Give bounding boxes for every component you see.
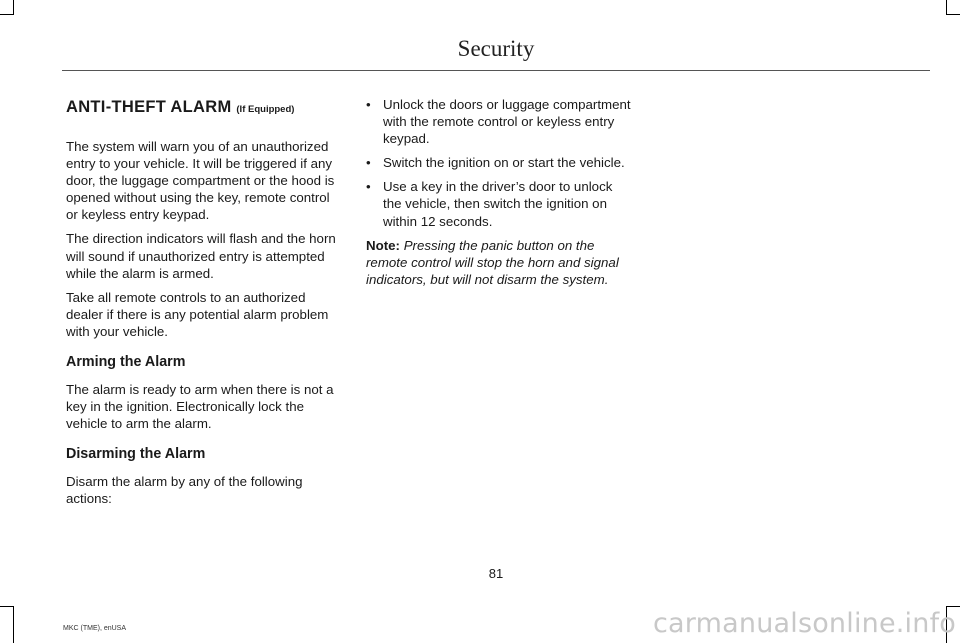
- note-label: Note:: [366, 237, 400, 253]
- arming-heading: Arming the Alarm: [66, 354, 186, 371]
- crop-mark-top-right-v: [946, 0, 947, 14]
- section-heading-text: ANTI-THEFT ALARM: [66, 98, 232, 116]
- bullet-icon: •: [366, 179, 371, 195]
- right-column: [366, 96, 634, 295]
- page-number: 81: [488, 566, 504, 581]
- list-item: [366, 178, 634, 229]
- list-item-text: Switch the ignition on or start the vehicle.: [383, 155, 625, 171]
- header-divider: [62, 70, 930, 71]
- bullet-icon: •: [366, 155, 371, 171]
- disarming-paragraph: Disarm the alarm by any of the following actions:: [66, 474, 303, 507]
- arming-paragraph: The alarm is ready to arm when there is not a key in the ignition. Electronically lock the vehicle to arm the alarm.: [66, 382, 334, 432]
- intro-paragraph: Take all remote controls to an authorized dealer if there is any potential alarm problem with your vehicle.: [66, 289, 329, 339]
- intro-paragraph: The system will warn you of an unauthorized entry to your vehicle. It will be triggered if any door, the luggage compartment or the hood is opened without using the key, remote control or keyless entry keypad.: [66, 139, 335, 223]
- disarming-heading: Disarming the Alarm: [66, 446, 206, 463]
- crop-mark-top-left-v: [13, 0, 14, 14]
- note-paragraph: [366, 237, 634, 288]
- intro-paragraph: The direction indicators will flash and the horn will sound if unauthorized entry is attempted while the alarm is armed.: [66, 231, 336, 281]
- crop-mark-bottom-left-h: [0, 606, 14, 607]
- crop-mark-bottom-right-h: [946, 606, 960, 607]
- crop-mark-top-right-h: [946, 14, 960, 15]
- left-column: [66, 96, 338, 515]
- list-item-text: Use a key in the driver’s door to unlock the vehicle, then switch the ignition on within 12 seconds.: [383, 179, 613, 229]
- crop-mark-top-left-h: [0, 14, 14, 15]
- watermark: carmanualsonline.info: [653, 608, 956, 639]
- section-heading: [66, 96, 338, 121]
- document-id: MKC (TME), enUSA: [63, 625, 127, 632]
- list-item: [366, 96, 634, 147]
- section-heading-qualifier: (If Equipped): [236, 104, 295, 115]
- list-item: [366, 154, 634, 171]
- page-header-title: Security: [457, 36, 535, 61]
- list-item-text: Unlock the doors or luggage compartment with the remote control or keyless entry keypad.: [383, 97, 631, 147]
- bullet-icon: •: [366, 97, 371, 112]
- crop-mark-bottom-left-v: [13, 606, 14, 643]
- note-text: Pressing the panic button on the remote control will stop the horn and signal indicators, but will not disarm the system.: [366, 237, 619, 287]
